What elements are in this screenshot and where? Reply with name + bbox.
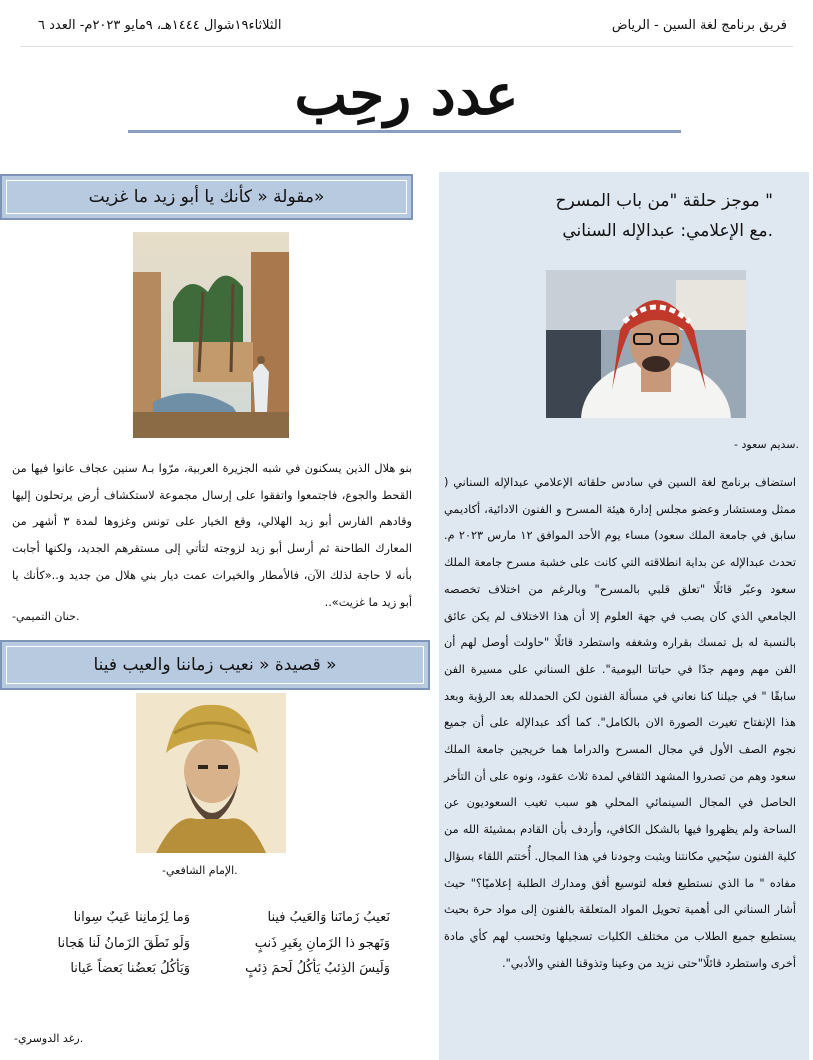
right-article-title (433, 186, 773, 246)
poem-verse: وَلَو نَطَقَ الزَمانُ لَنا هَجانا (57, 935, 190, 951)
proverb-author: -حنان التميمي. (12, 610, 80, 623)
poem-verse: وَيَأكُلُ بَعضُنا بَعضاً عَيانا (70, 961, 190, 976)
right-article-title-line1: موجز حلقة "من باب المسرح " (555, 191, 773, 211)
portrait-imam-shafii (136, 693, 286, 853)
poem-heading: قصيدة « نعيب زماننا والعيب فينا » (93, 655, 337, 675)
poem-verse: وَنَهجو ذا الزَمانِ بِغَيرِ ذَنبٍ (254, 935, 390, 951)
poem-left-column (18, 905, 190, 982)
poem-author: -رغد الدوسري. (14, 1032, 84, 1045)
header-team: فريق برنامج لغة السين - الرياض (611, 18, 787, 33)
masthead-rule (128, 130, 681, 133)
photo-guest (546, 270, 746, 418)
header-divider (20, 46, 793, 47)
right-article-author: - سديم سعود. (734, 438, 799, 451)
header-date-issue: الثلاثاء١٩شوال ١٤٤٤هـ، ٩مايو ٢٠٢٣م- العدد ٦ (38, 18, 282, 33)
poem-verse: وَلَيسَ الذِئبُ يَأكُلُ لَحمَ ذِئبٍ (245, 961, 390, 976)
heading-box-poem (0, 640, 430, 690)
masthead-title: عدد رحِب (294, 62, 519, 128)
right-article-body: استضاف برنامج لغة السين في سادس حلقاته الإعلامي عبدالإله السناني ( ممثل ومستشار وعضو مجلس إدارة هيئة المسرح و الفنون الادائية، أكاديمي سابق في جامعة الملك سعود) مساء يوم الأحد الموافق ١٢ مارس ٢٠٢٣ م. تحدث عبدالإله عن بداية انطلاقته التي كانت على خشبة مسرح جامعة الملك سعود وعبّر قائلًا "تعلق قلبي بالمسرح" وبالرغم من اختلاف تخصصه الجامعي الذي كان يصب في جهة العلوم إلا أن هذا الاختلاف لم يكن عائق بالنسبة له بل تمسك بقراره وشغفه واستطرد قائلًا "حاولت أوصل لهم أن الفن مهم ومهم جدًا في حياتنا اليومية". علق السناني على مسيرة الفن سابقًا " في جيلنا كنا نعاني في مسألة الفنون لكن الحمدلله بعد الرؤية وبعد هذا الإنفتاح تغيرت الصورة الان بالكامل". كما أكد عبدالإله على أن جميع نجوم الصف الأول في مجال المسرح والدراما هما خريجين جامعة الملك سعود وهم من تصدروا المشهد الثقافي لمدة ثلاث عقود، ونوه على أن التأخر الحاصل في المجال السينمائي المحلي هو سبب تغيب السعوديون عن الساحة ولم يظهروا فيها بالشكل الكافي، وأردف بأن القادم بمشيئة الله من كلية الفنون سيُحيي مكانتنا ويثبت وجودنا في هذا المجال. أُختتم اللقاء بسؤال مفاده " ما الذي نستطيع فعله لتوسيع أفق ومدارك الطلبة إعلاميًا؟" حيث أشار السناني الى أهمية تحويل المواد المتعلقة بالفنون إلى مواد حرة بحيث يستطيع جميع الطلاب من مختلف الكليات تسجيلها وتحسب لهم كأي مادة أخرى واستطرد قائلًا"حتى نزيد من وعينا وتذوقنا الفني والأدبي". (444, 476, 796, 970)
proverb-heading: مقولة « كأنك يا أبو زيد ما غزيت» (88, 187, 325, 207)
poem-verse: وَما لِزَمانِنا عَيبٌ سِوانا (73, 910, 190, 925)
portrait-caption: -الإمام الشافعي. (162, 864, 238, 877)
right-article-title-line2: مع الإعلامي: عبدالإله السناني. (562, 221, 773, 241)
poem-right-column (220, 905, 390, 982)
heading-box-proverb (0, 174, 413, 220)
proverb-body: بنو هلال الذين يسكنون في شبه الجزيرة العربية، مرّوا بـ٨ سنين عجاف عانوا فيها من القحط والجوع، فاجتمعوا واتفقوا على إرسال مجموعة لاستكشاف أرض يرتحلون إليها وقادهم الفارس أبو زيد الهلالي، وقع الخيار على تونس وغزوها لمدة ٣ أشهر من المعارك الطاحنة ثم أرسل أبو زيد لزوجته لتأتي إلى مستقرهم الجديد، ولكنها أجابت بأنه لا حاجة لذلك الآن، فالأمطار والخيرات عمت ديار بني هلال من جديد و..«كأنك يا أبو زيد ما غزيت».. (12, 462, 413, 609)
photo-oasis-painting (133, 232, 289, 438)
poem-verse: نَعيبُ زَمانَنا وَالعَيبُ فينا (267, 910, 390, 925)
